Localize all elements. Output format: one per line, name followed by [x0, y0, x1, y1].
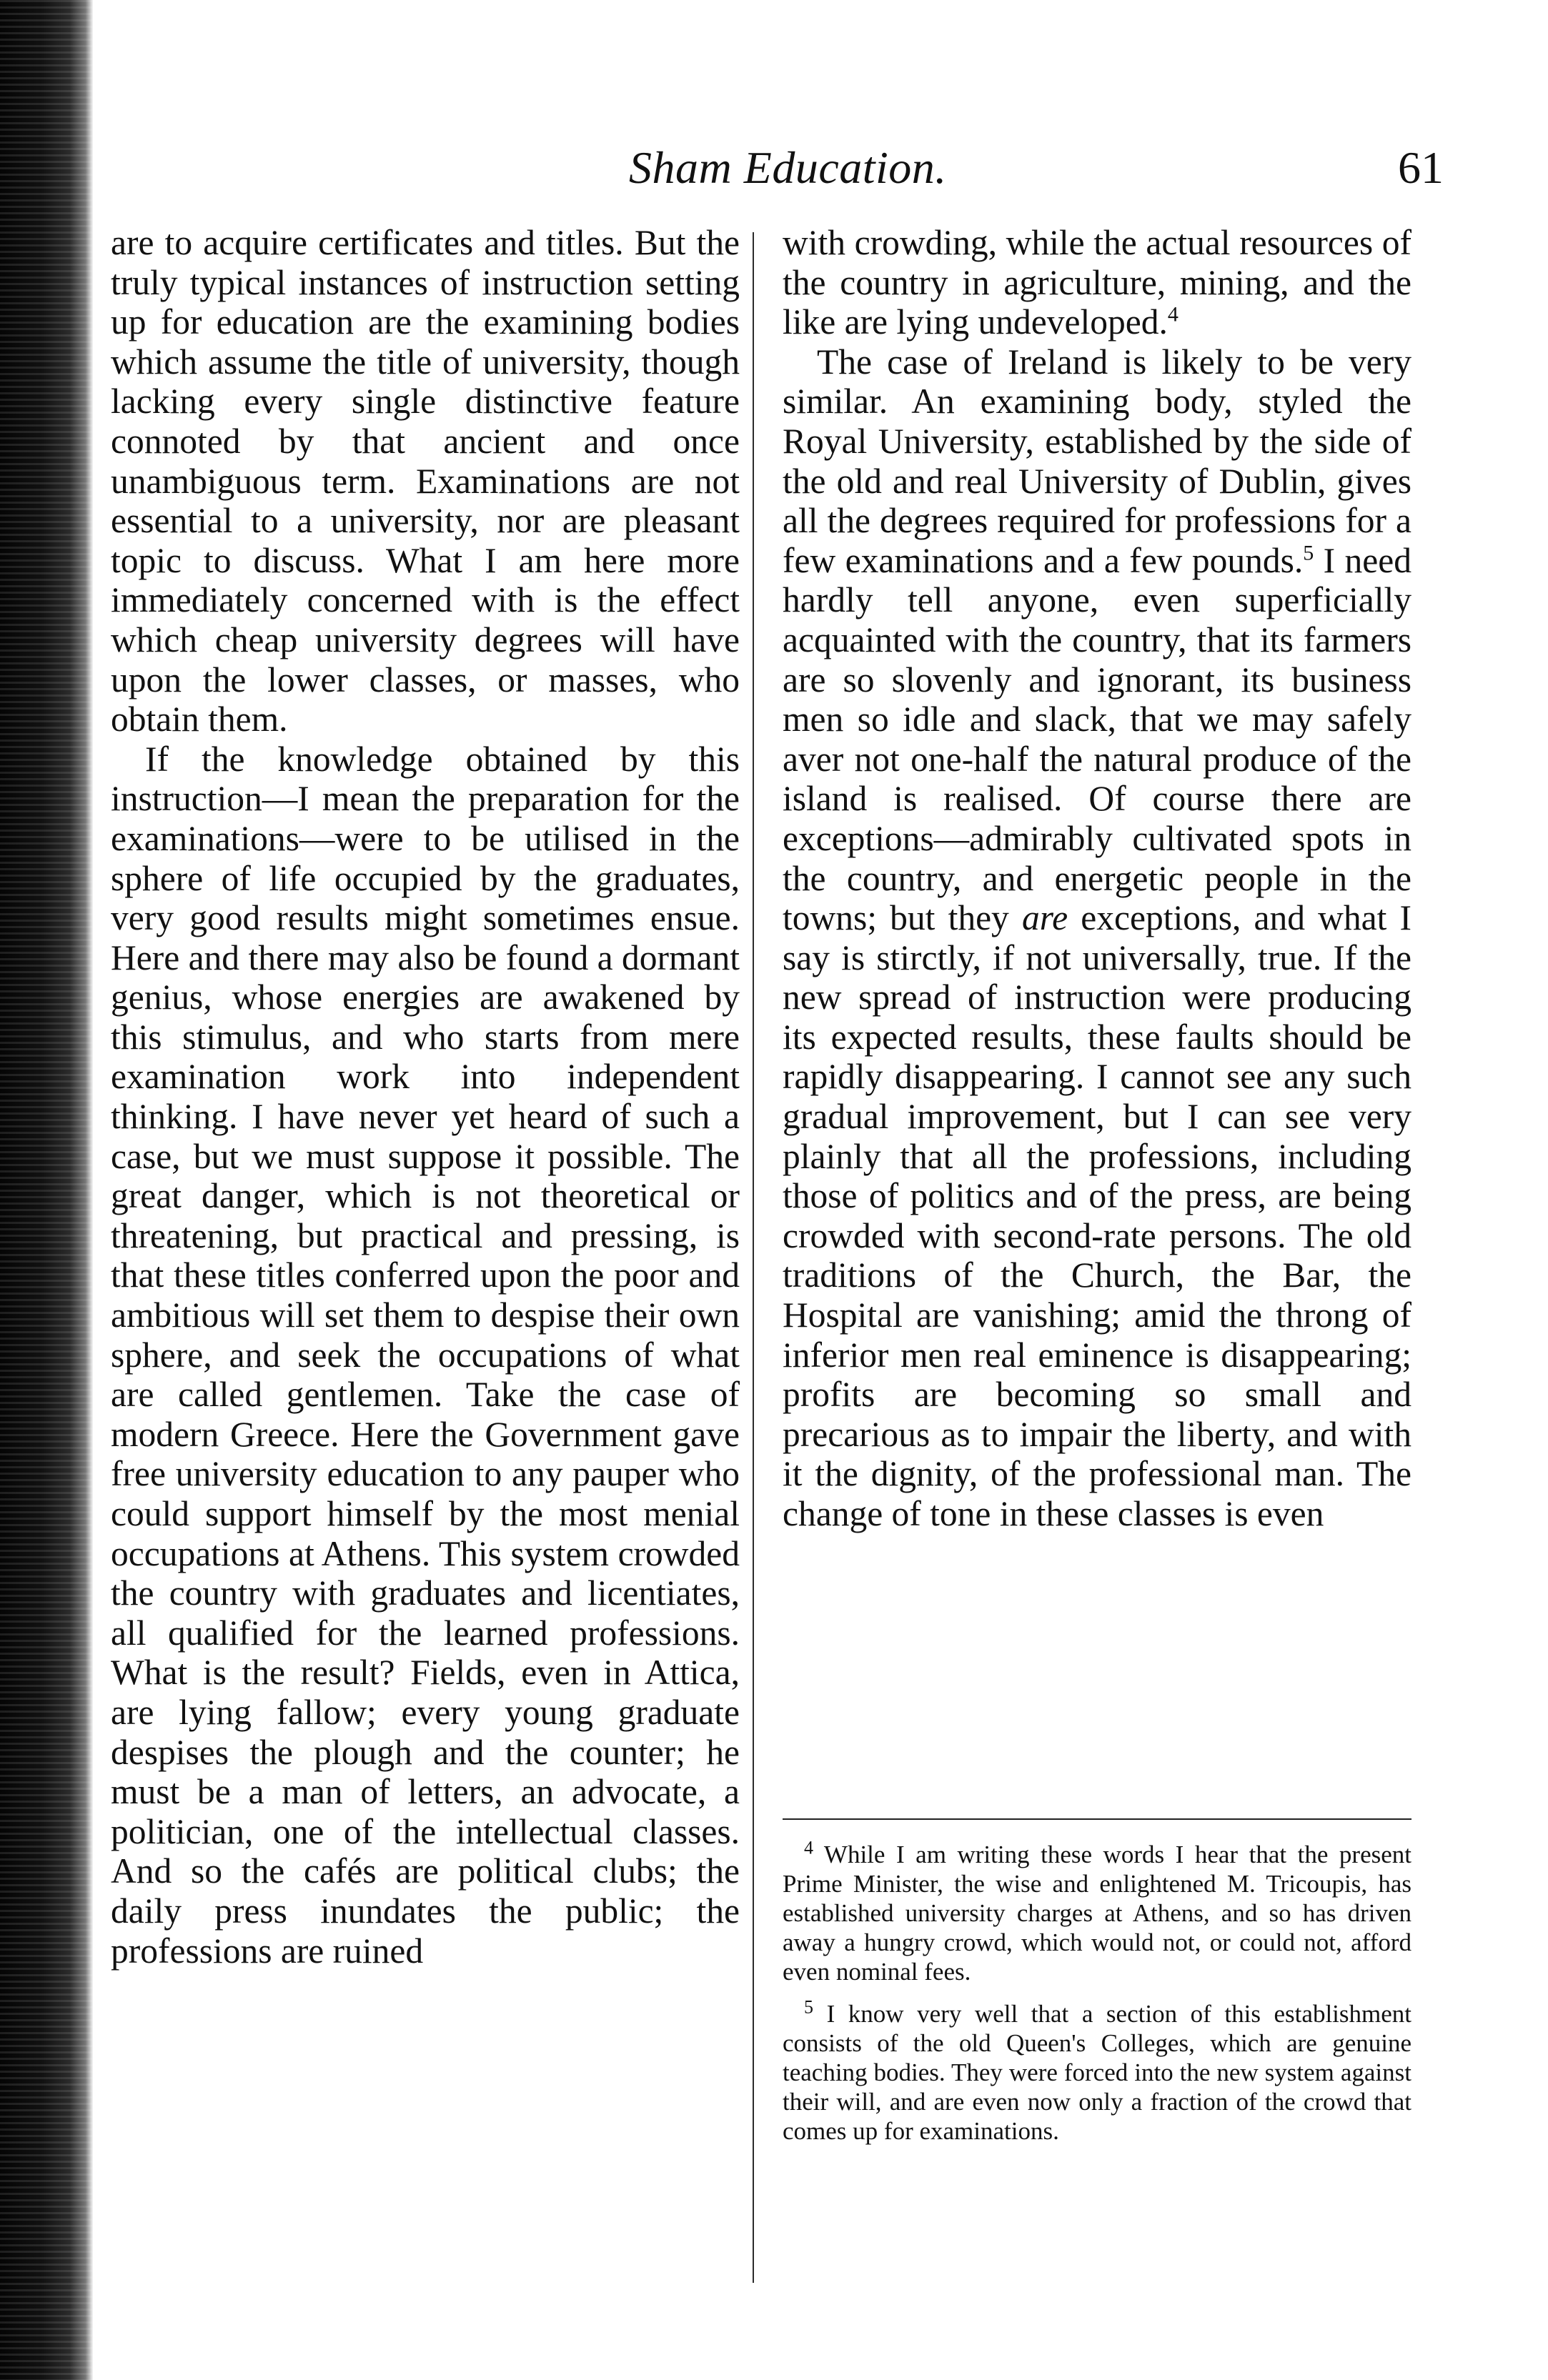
footnote-divider — [783, 1818, 1411, 1820]
paragraph: If the knowledge obtained by this instruction—I mean the preparation for the examinations—were to be utilised in the sphere of life occupied by the graduates, very good results might sometimes ensue. Here and there may also be found a dormant genius, whose energies are awakened by this stimulus, and who starts from mere examination work into independent thinking. I have never yet heard of such a case, but we must suppose it possible. The great danger, which is not theoretical or threatening, but practical and pressing, is that these titles conferred upon the poor and ambitious will set them to despise their own sphere, and seek the occupations of what are called gentlemen. Take the case of modern Greece. Here the Government gave free university education to any pauper who could support himself by the most menial occupations at Athens. This system crowded the country with graduates and licentiates, all qualified for the learned professions. What is the result? Fields, even in Attica, are lying fallow; every young graduate despises the plough and the counter; he must be a man of letters, an advocate, a politician, one of the intellectual classes. And so the cafés are political clubs; the daily press inundates the public; the professions are ruined — [111, 739, 740, 1971]
paragraph-text: with crowding, while the actual resources of the country in agriculture, mining, and the like are lying undeveloped. — [783, 223, 1411, 342]
paragraph-text: The case of Ireland is likely to be very similar. An examining body, styled the Royal University, established by the side of the old and real University of Dublin, gives all the degrees required for professions for a few examinations and a few pounds. — [783, 342, 1411, 580]
footnote-marker: 4 — [804, 1837, 813, 1858]
emphasis-text: are — [1021, 898, 1068, 938]
scanned-page-edge — [0, 0, 93, 2380]
footnote-text: While I am writing these words I hear that the present Prime Minister, the wise and enlightened M. Tricoupis, has established university charges at Athens, and so has driven away a hungry crowd, which would not, or could not, afford even nominal fees. — [783, 1841, 1411, 1986]
paragraph-text: I need hardly tell anyone, even superficially acquainted with the country, that its farmers are so slovenly and ignorant, its business men so idle and slack, that we may safely aver not one-half the natural produce of the island is realised. Of course there are exceptions—admirably cultivated spots in the country, and energetic people in the towns; but they — [783, 540, 1411, 938]
page-number: 61 — [1398, 142, 1444, 193]
page-header — [107, 132, 1465, 211]
footnote-reference: 5 — [1303, 541, 1314, 565]
footnote — [783, 1996, 1411, 2146]
running-title: Sham Education. — [629, 142, 947, 193]
right-column — [783, 223, 1411, 1534]
column-divider — [753, 232, 754, 2283]
footnote-text: I know very well that a section of this establishment consists of the old Queen's Colleges, which are genuine teaching bodies. They were forced into the new system against their will, and are even now only a fraction of the crowd that comes up for examinations. — [783, 2000, 1411, 2145]
paragraph: are to acquire certificates and titles. But the truly typical instances of instruction setting up for education are the examining bodies which assume the title of university, though lacking every single distinctive feature connoted by that ancient and once unambiguous term. Examinations are not essential to a university, nor are pleasant topic to discuss. What I am here more immediately concerned with is the effect which cheap university degrees will have upon the lower classes, or masses, who obtain them. — [111, 223, 740, 740]
paragraph-text: exceptions, and what I say is stirctly, if not universally, true. If the new spread of instruction were producing its expected results, these faults should be rapidly disappearing. I cannot see any such gradual improvement, but I can see very plainly that all the professions, including those of politics and of the press, are being crowded with second-rate persons. The old traditions of the Church, the Bar, the Hospital are vanishing; amid the throng of inferior men real eminence is disappearing; profits are becoming so small and precarious as to impair the liberty, and with it the dignity, of the professional man. The change of tone in these classes is even — [783, 898, 1411, 1533]
footnote-marker: 5 — [804, 1996, 813, 2018]
footnote-reference: 4 — [1167, 302, 1179, 327]
paragraph — [783, 223, 1411, 342]
paragraph — [783, 342, 1411, 1534]
footnotes — [783, 1837, 1411, 2159]
left-column — [111, 223, 740, 1971]
footnote — [783, 1837, 1411, 1986]
